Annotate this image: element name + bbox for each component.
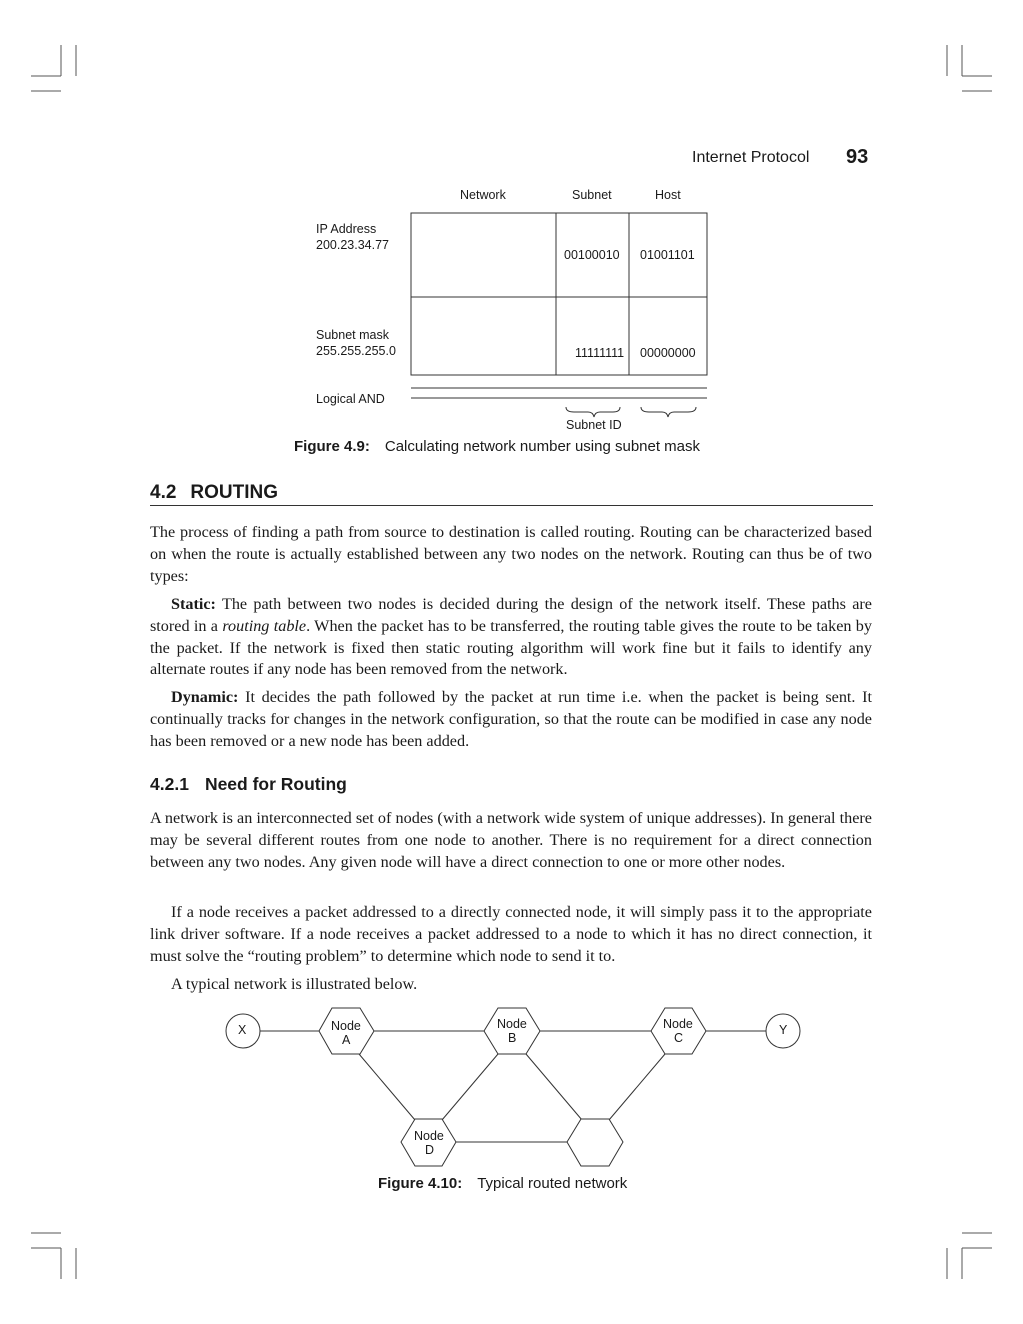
figure-4-10-caption-number: Figure 4.10: bbox=[378, 1175, 463, 1192]
paragraph-typical-network: A typical network is illustrated below. bbox=[171, 975, 418, 993]
paragraph-dynamic bbox=[150, 687, 872, 752]
ip-address-value: 200.23.34.77 bbox=[316, 238, 389, 252]
ip-address-label: IP Address bbox=[316, 222, 377, 236]
subnet-mask-label: Subnet mask bbox=[316, 328, 389, 342]
subnet-mask-value: 255.255.255.0 bbox=[316, 344, 396, 358]
subnet-table-grid bbox=[411, 213, 707, 398]
endpoint-y-label: Y bbox=[779, 1023, 788, 1037]
col-network-label: Network bbox=[460, 188, 506, 202]
col-subnet-label: Subnet bbox=[572, 188, 612, 202]
page-number: 93 bbox=[846, 146, 869, 168]
node-c-word: Node bbox=[663, 1017, 693, 1031]
figure-4-10-caption-text: Typical routed network bbox=[477, 1175, 628, 1192]
mask-subnet-bits: 11111111 bbox=[575, 346, 625, 360]
subnet-id-label: Subnet ID bbox=[566, 418, 622, 432]
dynamic-text: It decides the path followed by the packet at run time i.e. when the packet is being sent. It continually tracks for changes in the network configuration, so that the route can be modified in case any node has been removed or a new node has been added. bbox=[150, 688, 872, 750]
node-a-word: Node bbox=[331, 1019, 361, 1033]
ip-subnet-bits: 00100010 bbox=[564, 248, 620, 262]
mask-host-bits: 00000000 bbox=[640, 346, 696, 360]
logical-and-label: Logical AND bbox=[316, 392, 385, 406]
ip-host-bits: 01001101 bbox=[640, 248, 695, 262]
node-c-letter: C bbox=[674, 1031, 684, 1045]
paragraph-intro: The process of finding a path from source to destination is called routing. Routing can be characterized based on when the route is actually established between any two nodes on the network. Routing can thus be of two types: bbox=[150, 523, 872, 585]
endpoint-x-label: X bbox=[238, 1023, 247, 1037]
static-text-b: . When the packet has to be transferred, the routing table gives the route to be taken by the packet. If the network is fixed then static routing algorithm will work fine but it fails to identify any alternate routes if any node has been removed from the network. bbox=[150, 616, 872, 679]
unlabeled-node-hexagon bbox=[567, 1119, 623, 1166]
col-host-label: Host bbox=[655, 188, 681, 202]
subsection-title: Need for Routing bbox=[204, 774, 347, 794]
paragraph-static bbox=[150, 594, 872, 681]
figure-4-9-caption-number: Figure 4.9: bbox=[294, 438, 370, 455]
figure-4-9-caption bbox=[294, 438, 700, 455]
section-number: 4.2 bbox=[150, 482, 177, 503]
section-title: ROUTING bbox=[190, 482, 279, 503]
paragraph-network-definition: A network is an interconnected set of nodes (with a network wide system of unique addresses). In general there may be several different routes from one node to another. There is no requirement for a direct connection between any two nodes. Any given node will have a direct connection to one or more other nodes. bbox=[150, 809, 872, 871]
node-d-letter: D bbox=[425, 1143, 435, 1157]
figure-4-9-caption-text: Calculating network number using subnet mask bbox=[384, 438, 701, 455]
node-b-word: Node bbox=[497, 1017, 527, 1031]
subsection-number: 4.2.1 bbox=[150, 774, 189, 794]
section-rule bbox=[150, 505, 873, 506]
static-term: Static: bbox=[171, 595, 216, 613]
section-heading bbox=[150, 482, 278, 504]
running-header-title: Internet Protocol bbox=[692, 149, 810, 166]
subsection-heading bbox=[150, 774, 347, 795]
figure-4-10-caption bbox=[378, 1175, 627, 1192]
node-a-letter: A bbox=[342, 1033, 351, 1047]
subnet-id-brace bbox=[566, 407, 620, 417]
dynamic-term: Dynamic: bbox=[171, 688, 239, 706]
paragraph-routing-problem: If a node receives a packet addressed to a directly connected node, it will simply pass it to the appropriate link driver software. If a node receives a packet addressed to a node to which it has no direct connection, it must solve the “routing problem” to determine which node to send it to. bbox=[150, 903, 872, 965]
static-text-a: The path between two nodes is decided during the design of the network itself. These paths are stored in a bbox=[150, 595, 872, 635]
routing-table-term: routing table bbox=[222, 616, 307, 635]
host-brace bbox=[641, 407, 696, 417]
node-d-word: Node bbox=[414, 1129, 444, 1143]
node-b-letter: B bbox=[508, 1031, 517, 1045]
